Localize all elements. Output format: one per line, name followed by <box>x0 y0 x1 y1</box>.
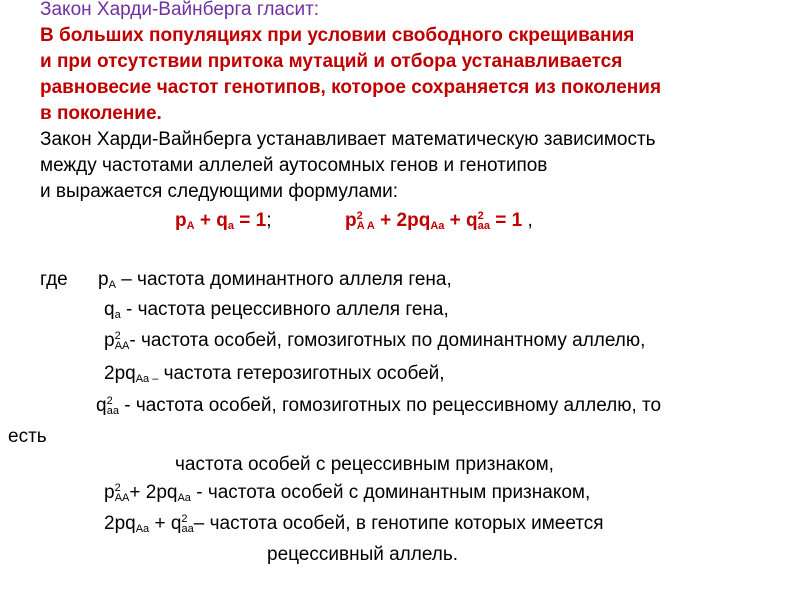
title-suffix: гласит: <box>251 0 320 20</box>
formula2-comma: , <box>527 210 533 231</box>
definition-carriers-recessive-allele <box>104 512 604 536</box>
definition-p-dominant-allele <box>98 268 452 292</box>
intro-line-3: и выражается следующими формулами: <box>40 181 399 202</box>
def4-symbol: 2pq <box>104 363 136 384</box>
formula-allele-sum <box>175 209 271 233</box>
formula-p: p <box>175 210 187 231</box>
formula-p-subscript: A <box>186 220 195 232</box>
law-statement-line-4: в поколение. <box>40 103 162 124</box>
def8-text: – частота особей, в генотипе которых имеется <box>193 513 604 534</box>
def1-text: – частота доминантного аллеля гена, <box>115 269 452 290</box>
definition-p2-homozygous-dominant <box>104 329 645 353</box>
definition-carriers-continuation: рецессивный аллель. <box>267 544 459 565</box>
formula2-q-subscript: aa <box>477 220 491 232</box>
def7-2pq-subscript: Aa <box>177 492 191 504</box>
def4-subscript: Aa – <box>135 373 159 385</box>
def2-text: - частота рецессивного аллеля гена, <box>120 299 449 320</box>
formula2-plus-q: + q <box>444 210 478 231</box>
def5-subscript: aa <box>106 405 119 417</box>
definition-dominant-phenotype <box>104 481 590 505</box>
def7-p: p <box>104 482 115 503</box>
formula2-equals-one: = 1 <box>490 210 528 231</box>
formula-equals-one: = 1 <box>233 210 267 231</box>
definition-q2-homozygous-recessive <box>96 394 661 418</box>
law-statement-line-2: и при отсутствии притока мутаций и отбора устанавливается <box>40 51 623 72</box>
def1-symbol: p <box>98 269 109 290</box>
formula-separator: ; <box>266 210 272 231</box>
intro-line-1: Закон Харди-Вайнберга устанавливает математическую зависимость <box>40 129 656 150</box>
def5-symbol: q <box>96 395 107 416</box>
law-statement-line-1: В больших популяциях при условии свободного скрещивания <box>40 25 635 46</box>
formula2-2pq: + 2pq <box>374 210 431 231</box>
def5-text: - частота особей, гомозиготных по рецессивному аллелю, то <box>118 395 662 416</box>
def8-2pq-subscript: Aa <box>135 523 150 535</box>
formula-plus-q: + q <box>194 210 228 231</box>
def3-superscript: 2 <box>114 330 121 342</box>
def4-text: частота гетерозиготных особей, <box>158 363 445 384</box>
law-statement-line-3: равновесие частот генотипов, которое сохраняется из поколения <box>40 77 662 98</box>
definition-q-recessive-allele <box>104 298 449 322</box>
definition-recessive-phenotype: частота особей с рецессивным признаком, <box>175 454 554 475</box>
definition-where: где <box>40 269 68 290</box>
formula-q-subscript: a <box>227 220 234 232</box>
def8-2pq: 2pq <box>104 513 136 534</box>
def8-q-subscript: aa <box>181 523 194 535</box>
title-law-name: Закон Харди-Вайнберга <box>40 0 252 20</box>
def7-p-subscript: AA <box>114 492 130 504</box>
def7-2pq: + 2pq <box>129 482 178 503</box>
formula2-p: p <box>345 210 357 231</box>
formula2-p-superscript: 2 <box>356 210 363 222</box>
def7-text: - частота особей с доминантным признаком, <box>190 482 591 503</box>
def8-q-superscript: 2 <box>181 513 188 525</box>
def5-superscript: 2 <box>106 395 113 407</box>
def2-symbol: q <box>104 299 115 320</box>
def3-subscript: AA <box>114 340 130 352</box>
definition-2pq-heterozygous <box>104 362 445 386</box>
def7-p-superscript: 2 <box>114 482 121 494</box>
def1-subscript: A <box>108 279 116 291</box>
formula-genotype-sum <box>345 209 533 233</box>
formula2-q-superscript: 2 <box>477 210 484 222</box>
def8-plus-q: + q <box>149 513 182 534</box>
formula2-2pq-subscript: Aa <box>430 220 445 232</box>
definition-q2-continuation: есть <box>8 426 47 447</box>
def3-text: - частота особей, гомозиготных по доминантному аллелю, <box>129 330 646 351</box>
def3-symbol: p <box>104 330 115 351</box>
formula2-p-subscript: A A <box>356 220 375 232</box>
slide-title <box>40 0 319 22</box>
def2-subscript: a <box>114 309 121 321</box>
intro-line-2: между частотами аллелей аутосомных генов и генотипов <box>40 155 548 176</box>
